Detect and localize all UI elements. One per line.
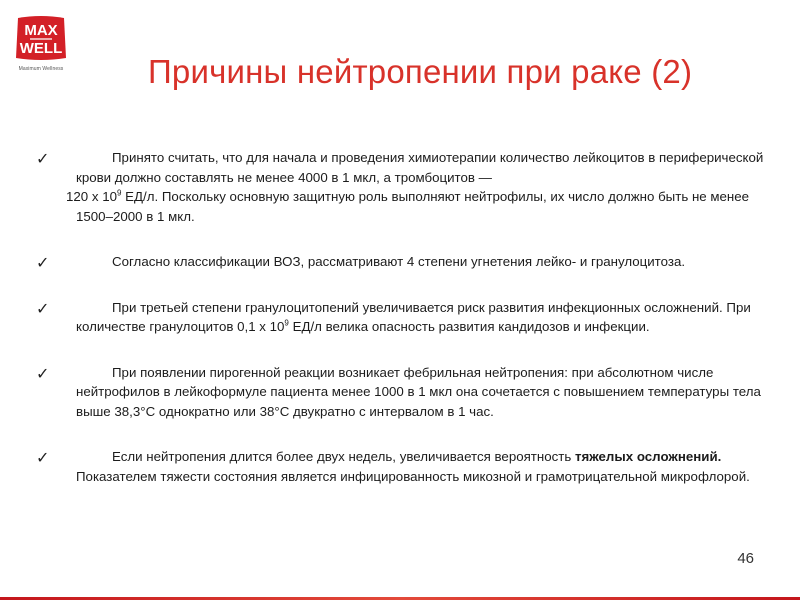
- bullet-list: [36, 148, 766, 486]
- check-icon: ✓: [36, 253, 50, 272]
- list-item-text: [76, 252, 766, 272]
- logo-line1: MAX: [24, 22, 58, 39]
- item1-part2: 120 x 10: [66, 189, 118, 204]
- item2-text: Согласно классификации ВОЗ, рассматривают 4 степени угнетения лейко- и гранулоцитоза.: [112, 254, 686, 269]
- list-item: [36, 298, 766, 337]
- item5-part2: Показателем тяжести состояния является инфицированность микозной и грамотрицательной микрофлорой.: [76, 468, 750, 484]
- list-item-text: [76, 298, 766, 337]
- check-icon: ✓: [36, 298, 50, 318]
- check-icon: ✓: [36, 448, 50, 467]
- logo-tagline: Maximum Wellness: [18, 66, 64, 72]
- list-item-text: [76, 363, 766, 422]
- list-item-text: [76, 447, 766, 486]
- item1-part1: Принято считать, что для начала и проведения химиотерапии количество лейкоцитов в периферической крови должно составлять не менее 4000 в 1 мкл, а тромбоцитов —: [76, 150, 764, 185]
- item3-sup: 9: [284, 318, 289, 328]
- list-item-text: [66, 148, 766, 226]
- list-item: [36, 363, 766, 422]
- list-item: [36, 447, 766, 486]
- list-item: [36, 148, 766, 226]
- item3-part2: ЕД/л велика опасность развития кандидозов и инфекции.: [288, 319, 650, 334]
- item1-sup: 9: [117, 188, 122, 198]
- logo-badge: [12, 14, 70, 64]
- check-icon: ✓: [36, 149, 50, 168]
- logo-line2: WELL: [19, 40, 63, 57]
- slide-title: Причины нейтропении при раке (2): [148, 53, 693, 90]
- list-item: [36, 252, 766, 272]
- check-icon: ✓: [36, 363, 50, 383]
- item5-part1: Если нейтропения длится более двух недель, увеличивается вероятность: [112, 449, 572, 464]
- item4-text: При появлении пирогенной реакции возникает фебрильная нейтропения: при абсолютном числе нейтрофилов в лейкоформуле пациента менее 1000 в 1 мкл она сочетается с повышением температуры тела выше 38,3°С однократно или 38°С двукратно с интервалом в 1 час.: [76, 364, 761, 419]
- item1-part3: ЕД/л. Поскольку основную защитную роль выполняют нейтрофилы, их число должно быть не менее 1500–2000 в 1 мкл.: [76, 189, 750, 224]
- page-number: 46: [737, 550, 754, 567]
- item3-part1: При третьей степени гранулоцитопений увеличивается риск развития инфекционных осложнений. При количестве гранулоцитов 0,1 х 10: [76, 299, 751, 334]
- maxwell-logo: [12, 14, 68, 74]
- item5-bold: тяжелых осложнений.: [575, 449, 722, 464]
